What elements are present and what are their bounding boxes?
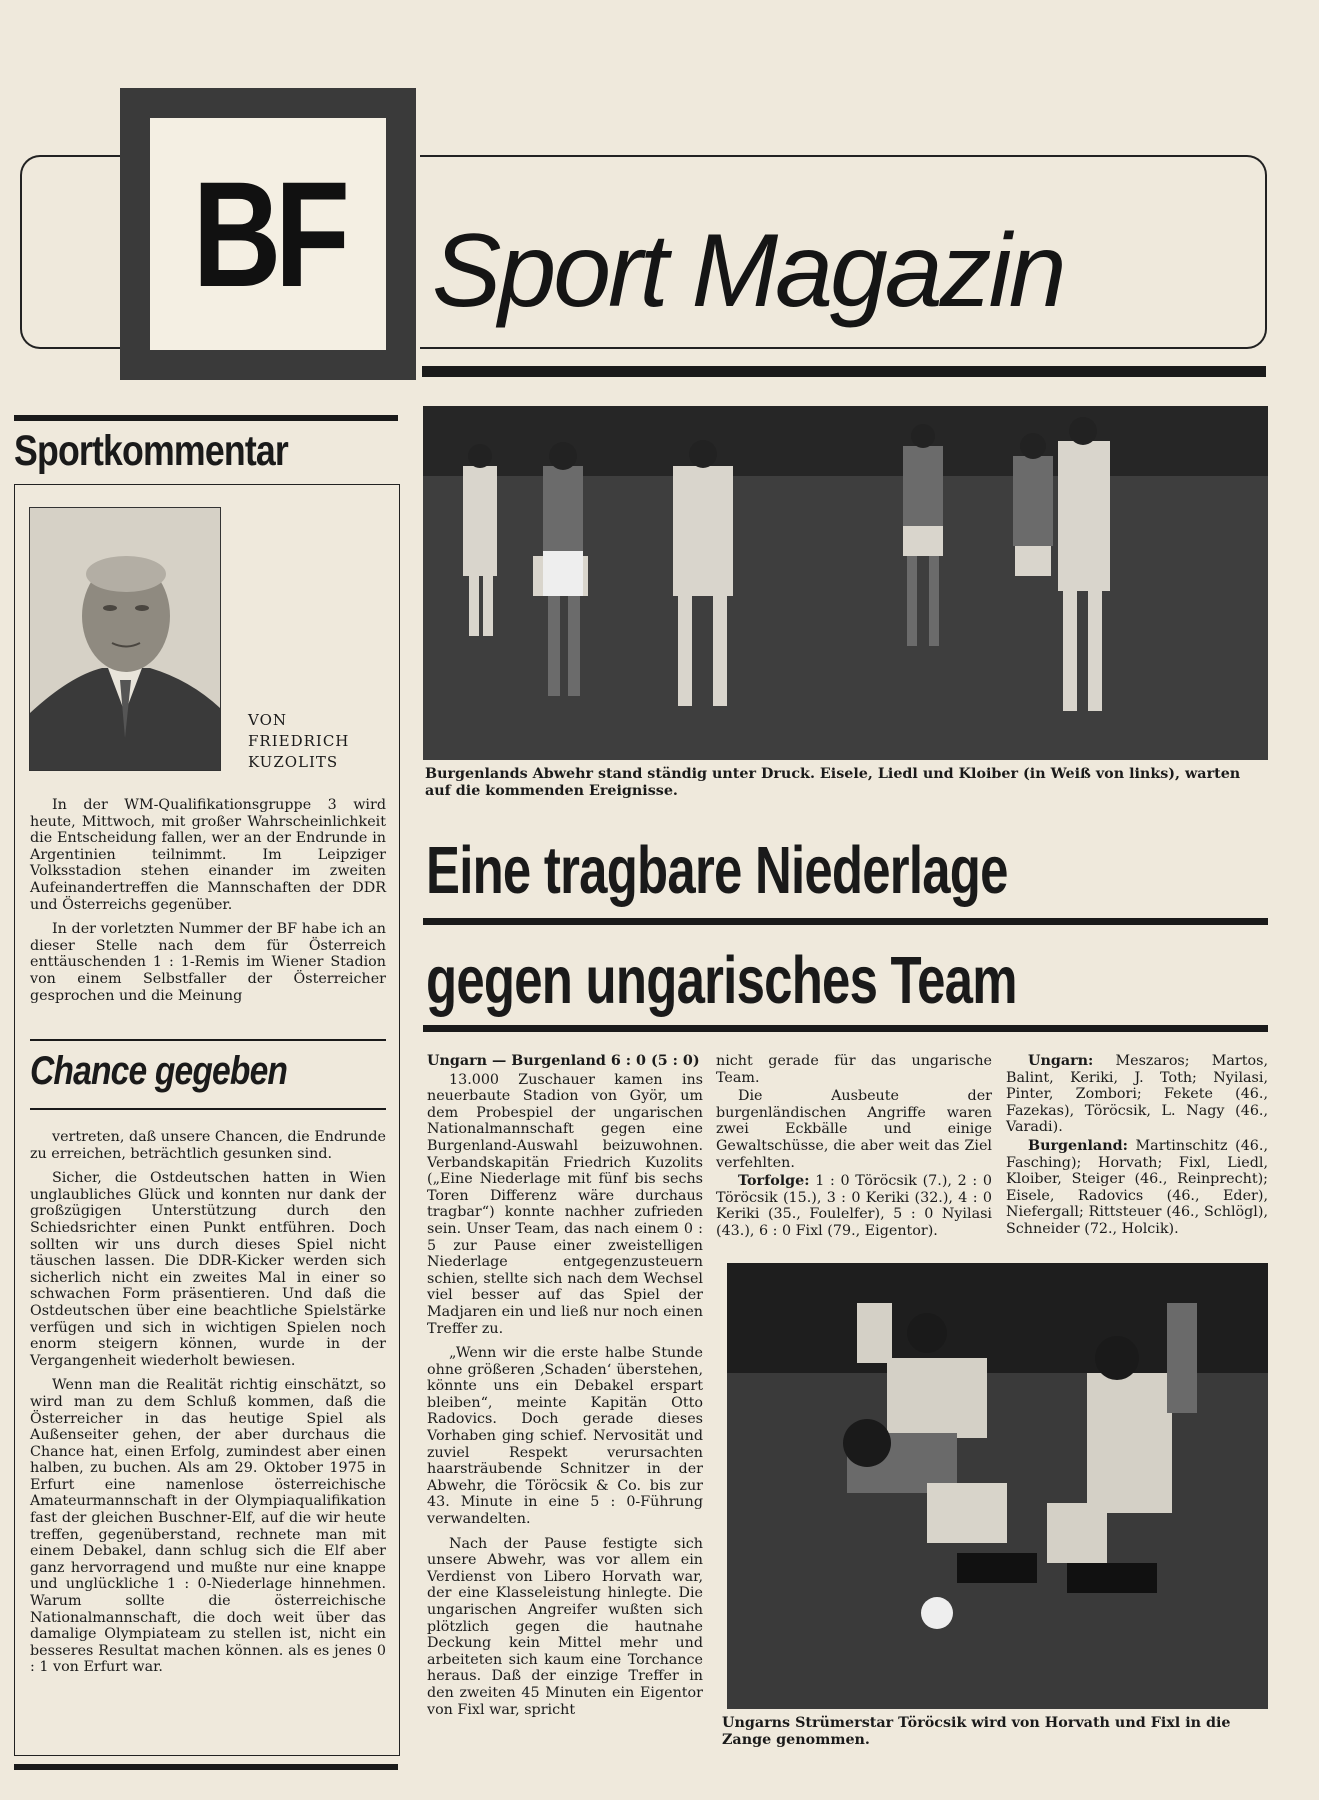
commentary-subhead: Chance gegeben bbox=[30, 1049, 288, 1093]
section-title: Sportkommentar bbox=[14, 427, 288, 475]
commentary-paragraph: Wenn man die Realität richtig einschätzt, so wird man zu dem Schluß kommen, daß die Österreicher in das heutige Spiel als Außenseiter gehen, der aber durchaus die Chance hat, einen Erfolg, zumindest aber einen halben, zu buchen. Als am 29. Oktober 1975 in Erfurt eine namenlose österreichische Amateurmannschaft in der Olympiaqualifikation fast der gleichen Buschner-Elf, auf die wir heute treffen, gegenüberstand, rechnete man mit einem Debakel, dann schlug sich die Elf aber ganz hervorragend und mußte nur eine knappe und unglückliche 1 : 0-Niederlage hinnehmen. Warum sollte die österreichische Nationalmannschaft, die doch weit über das damalige Olympiateam zu stellen ist, nicht ein besseres Resultat machen können. als es jenes 0 : 1 von Erfurt war. bbox=[30, 1377, 386, 1676]
masthead-frame-left bbox=[20, 155, 122, 349]
lineup-hungary-text: Meszaros; Martos, Balint, Keriki, J. Toth; Nyilasi, Pinter, Zombori; Fekete (46., Fazekas), Töröcsik, L. Nagy (46., Varadi). bbox=[1006, 1053, 1268, 1136]
masthead-rule-left bbox=[14, 415, 398, 421]
match-photo-top bbox=[423, 406, 1268, 760]
goals-text: 1 : 0 Töröcsik (7.), 2 : 0 Töröcsik (15.), 3 : 0 Keriki (32.), 4 : 0 Keriki (35., Foulelfer), 5 : 0 Nyilasi (43.), 6 : 0 Fixl (79., Eigentor). bbox=[716, 1173, 992, 1239]
commentary-paragraph: In der WM-Qualifikationsgruppe 3 wird heute, Mittwoch, mit großer Wahrscheinlichkeit die Entscheidung fallen, wer an der Endrunde in Argentinien teilnimmt. Im Leipziger Volksstadion stehen einander im zweiten Aufeinandertreffen die Mannschaften der DDR und Österreichs gegenüber. bbox=[30, 797, 386, 913]
report-paragraph: „Wenn wir die erste halbe Stunde ohne größeren ‚Schaden‘ überstehen, könnte uns ein Debakel erspart bleiben“, meinte Kapitän Otto Radovics. Doch gerade dieses Vorhaben ging schief. Nervosität und zuviel Respekt verursachten haarsträubende Schnitzer in der Abwehr, die Töröcsik & Co. bis zur 43. Minute in eine 5 : 0-Führung verwandelten. bbox=[427, 1345, 703, 1528]
report-paragraph: Die Ausbeute der burgenländischen Angriffe waren zwei Eckbälle und einige Gewaltschüsse, die aber weit das Ziel verfehlten. bbox=[716, 1088, 992, 1171]
byline-last-name: KUZOLITS bbox=[248, 753, 339, 771]
author-byline bbox=[248, 710, 349, 773]
goals-paragraph bbox=[716, 1173, 992, 1239]
report-column-1 bbox=[427, 1053, 703, 1726]
headline-line-1: Eine tragbare Niederlage bbox=[426, 833, 1008, 908]
match-photo-top-image bbox=[423, 406, 1268, 760]
lineup-burgenland-label: Burgenland: bbox=[1028, 1137, 1128, 1154]
masthead-rule-right bbox=[422, 366, 1266, 377]
lineup-hungary bbox=[1006, 1053, 1268, 1136]
commentary-text-top bbox=[30, 797, 386, 1012]
lineup-burgenland-text: Martinschitz (46., Fasching); Horvath; Fixl, Liedl, Kloiber, Steiger (46., Reinprecht); Eisele, Radovics (46., Eder), Niefergall; Rittsteuer (46., Schlögl), Schneider (72., Holcik). bbox=[1006, 1137, 1268, 1237]
headline-rule-1 bbox=[423, 918, 1268, 925]
match-photo-bottom-image bbox=[727, 1263, 1268, 1709]
report-paragraph: Nach der Pause festigte sich unsere Abwehr, was vor allem ein Verdienst von Libero Horvath war, der eine Klasseleistung hinlegte. Die ungarischen Angreifer wußten sich plötzlich gegen die hautnahe Deckung kein Mittel mehr und arbeiteten sich kaum eine Torchance heraus. Daß der einzige Treffer in den zweiten 45 Minuten ein Eigentor von Fixl war, spricht bbox=[427, 1535, 703, 1718]
report-column-2 bbox=[716, 1053, 992, 1248]
author-portrait-image bbox=[30, 508, 220, 770]
score-line: Ungarn — Burgenland 6 : 0 (5 : 0) bbox=[427, 1053, 700, 1069]
headline-rule-2 bbox=[423, 1025, 1268, 1032]
bf-logo: BF bbox=[192, 150, 344, 318]
headline-line-2: gegen ungarisches Team bbox=[426, 943, 1017, 1018]
subhead-rule-bottom bbox=[30, 1108, 386, 1110]
bottom-photo-caption: Ungarns Strümerstar Töröcsik wird von Horvath und Fixl in die Zange genommen. bbox=[722, 1715, 1231, 1748]
subhead-rule-top bbox=[30, 1039, 386, 1041]
commentary-paragraph: vertreten, daß unsere Chancen, die Endrunde zu erreichen, beträchtlich gesunken sind. bbox=[30, 1129, 386, 1162]
report-column-3 bbox=[1006, 1053, 1268, 1246]
lineup-hungary-label: Ungarn: bbox=[1028, 1053, 1094, 1069]
goals-label: Torfolge: bbox=[738, 1173, 810, 1190]
byline-von: VON bbox=[248, 711, 287, 729]
lineup-burgenland bbox=[1006, 1138, 1268, 1238]
author-portrait bbox=[29, 507, 221, 771]
commentary-paragraph: Sicher, die Ostdeutschen hatten in Wien unglaubliches Glück und konnten nur dank der großzügigen Unterstützung durch den Schiedsrichter einen Punkt entführen. Doch sollten wir uns durch dieses Spiel nicht täuschen lassen. Die DDR-Kicker werden sich sicherlich nicht ein zweites Mal in einer so schwachen Form präsentieren. Und daß die Ostdeutschen über eine beachtliche Spielstärke verfügen und sich in wichtigen Spielen noch enorm steigern können, wurde in der Vergangenheit wiederholt bewiesen. bbox=[30, 1170, 386, 1369]
commentary-paragraph: In der vorletzten Nummer der BF habe ich an dieser Stelle nach dem für Österreich enttäuschenden 1 : 1-Remis im Wiener Stadion von einem Selbstfaller der Österreicher gesprochen und die Meinung bbox=[30, 921, 386, 1004]
top-photo-caption: Burgenlands Abwehr stand ständig unter Druck. Eisele, Liedl und Kloiber (in Weiß von links), warten auf die kommenden Ereignisse. bbox=[425, 766, 1241, 799]
report-paragraph: 13.000 Zuschauer kamen ins neuerbaute Stadion von Györ, um dem Probespiel der ungarischen Nationalmannschaft gegen eine Burgenland-Auswahl beizuwohnen. Verbandskapitän Friedrich Kuzolits („Eine Niederlage mit fünf bis sechs Toren Differenz wäre durchaus tragbar“) konnte nachher zufrieden sein. Unser Team, das nach einem 0 : 5 zur Pause einer zweistelligen Niederlage entgegenzusteuern schien, stellte sich nach dem Wechsel viel besser auf das Spiel der Madjaren ein und ließ nur noch einen Treffer zu. bbox=[427, 1071, 703, 1337]
report-paragraph: nicht gerade für das ungarische Team. bbox=[716, 1053, 992, 1086]
commentary-text-bottom bbox=[30, 1129, 386, 1684]
magazine-title: Sport Magazin bbox=[432, 213, 1064, 329]
match-photo-bottom bbox=[727, 1263, 1268, 1709]
bottom-rule-left bbox=[14, 1764, 398, 1770]
byline-first-name: FRIEDRICH bbox=[248, 732, 350, 750]
